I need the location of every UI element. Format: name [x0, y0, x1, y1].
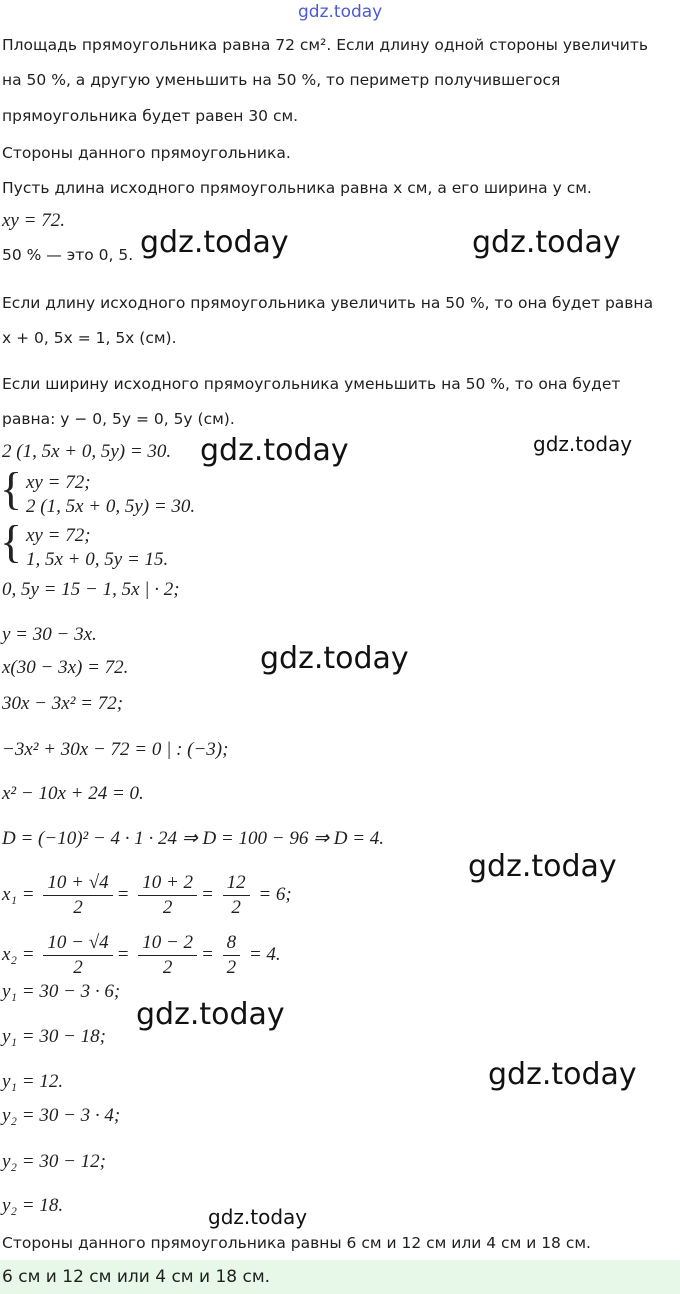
fraction-numerator: 8	[223, 931, 241, 956]
watermark: gdz.today	[200, 433, 349, 468]
problem-line-1: Площадь прямоугольника равна 72 см². Если длину одной стороны увеличить	[2, 36, 649, 54]
equation: y = 30 − 3x.	[2, 624, 97, 645]
fraction-numerator: 12	[223, 871, 250, 896]
watermark-top: gdz.today	[298, 2, 383, 22]
x2-result: = 4.	[248, 944, 281, 965]
watermark: gdz.today	[260, 641, 409, 676]
equation: xy = 72;	[26, 525, 91, 546]
solution-line: Если ширину исходного прямоугольника уменьшить на 50 %, то она будет	[2, 375, 621, 393]
watermark: gdz.today	[136, 997, 285, 1032]
equation: x(30 − 3x) = 72.	[2, 657, 129, 678]
solution-line: x + 0, 5x = 1, 5x (см).	[2, 329, 177, 347]
equation: y₁ = 30 − 18;	[2, 1026, 107, 1047]
equation: D = (−10)² − 4 · 1 · 24 ⇒ D = 100 − 96 ⇒ D = 4.	[2, 828, 385, 849]
equation: xy = 72;	[26, 472, 91, 493]
watermark: gdz.today	[208, 1205, 308, 1229]
equation: 30x − 3x² = 72;	[2, 693, 124, 714]
fraction-denominator: 2	[231, 897, 241, 919]
equation: xy = 72.	[2, 210, 65, 231]
x1-lhs: x₁ =	[2, 884, 35, 905]
equation: 2 (1, 5x + 0, 5y) = 30.	[26, 496, 196, 517]
equation: y₁ = 30 − 3 · 6;	[2, 981, 121, 1002]
equation: 0, 5y = 15 − 1, 5x | · 2;	[2, 579, 180, 600]
equation: 1, 5x + 0, 5y = 15.	[26, 549, 169, 570]
fraction-denominator: 2	[162, 957, 173, 979]
solution-line: 50 % — это 0, 5.	[2, 246, 134, 264]
fraction-denominator: 2	[73, 957, 83, 979]
problem-line-3: прямоугольника будет равен 30 см.	[2, 107, 299, 125]
watermark: gdz.today	[468, 849, 617, 884]
equation: y₂ = 30 − 3 · 4;	[2, 1105, 121, 1126]
answer-text: 6 см и 12 см или 4 см и 18 см.	[2, 1267, 271, 1287]
fraction-denominator: 2	[226, 957, 237, 979]
watermark: gdz.today	[533, 432, 633, 456]
equation: y₂ = 18.	[2, 1195, 64, 1216]
fraction-numerator: 10 + 2	[138, 871, 197, 896]
fraction-denominator: 2	[73, 897, 83, 919]
watermark: gdz.today	[140, 225, 289, 260]
equation: −3x² + 30x − 72 = 0 | : (−3);	[2, 739, 229, 760]
solution-line: равна: y − 0, 5y = 0, 5y (см).	[2, 410, 235, 428]
x2-lhs: x₂ =	[2, 944, 35, 965]
equation: y₁ = 12.	[2, 1071, 64, 1092]
watermark: gdz.today	[472, 225, 621, 260]
problem-line-2: на 50 %, а другую уменьшить на 50 %, то периметр получившегося	[2, 71, 561, 89]
solution-line: Если длину исходного прямоугольника увеличить на 50 %, то она будет равна	[2, 294, 654, 312]
fraction-denominator: 2	[162, 897, 173, 919]
equation: 2 (1, 5x + 0, 5y) = 30.	[2, 441, 172, 462]
watermark: gdz.today	[488, 1057, 637, 1092]
question-line: Стороны данного прямоугольника.	[2, 144, 291, 162]
equation-x1: x₁ = $\frac{10 + √4}{2}$ = $\frac{10 + 2}{2}$ = $\frac{12}{2}$ = 6;	[2, 872, 292, 919]
equation: y₂ = 30 − 12;	[2, 1151, 107, 1172]
fraction-numerator: 10 + √4	[43, 871, 112, 896]
system-brace: {	[0, 463, 23, 514]
equation: x² − 10x + 24 = 0.	[2, 783, 144, 804]
fraction-numerator: 10 − √4	[43, 931, 112, 956]
answer-box	[0, 1260, 680, 1294]
x1-result: = 6;	[258, 884, 292, 905]
solution-line: Пусть длина исходного прямоугольника равна x см, а его ширина y см.	[2, 179, 592, 197]
equation-x2: x₂ = $\frac{10 - √4}{2}$ = $\frac{10 - 2}{2}$ = $\frac{8}{2}$ = 4.	[2, 932, 281, 979]
conclusion-line: Стороны данного прямоугольника равны 6 см и 12 см или 4 см и 18 см.	[2, 1234, 591, 1252]
system-brace: {	[0, 516, 23, 567]
fraction-numerator: 10 − 2	[138, 931, 197, 956]
